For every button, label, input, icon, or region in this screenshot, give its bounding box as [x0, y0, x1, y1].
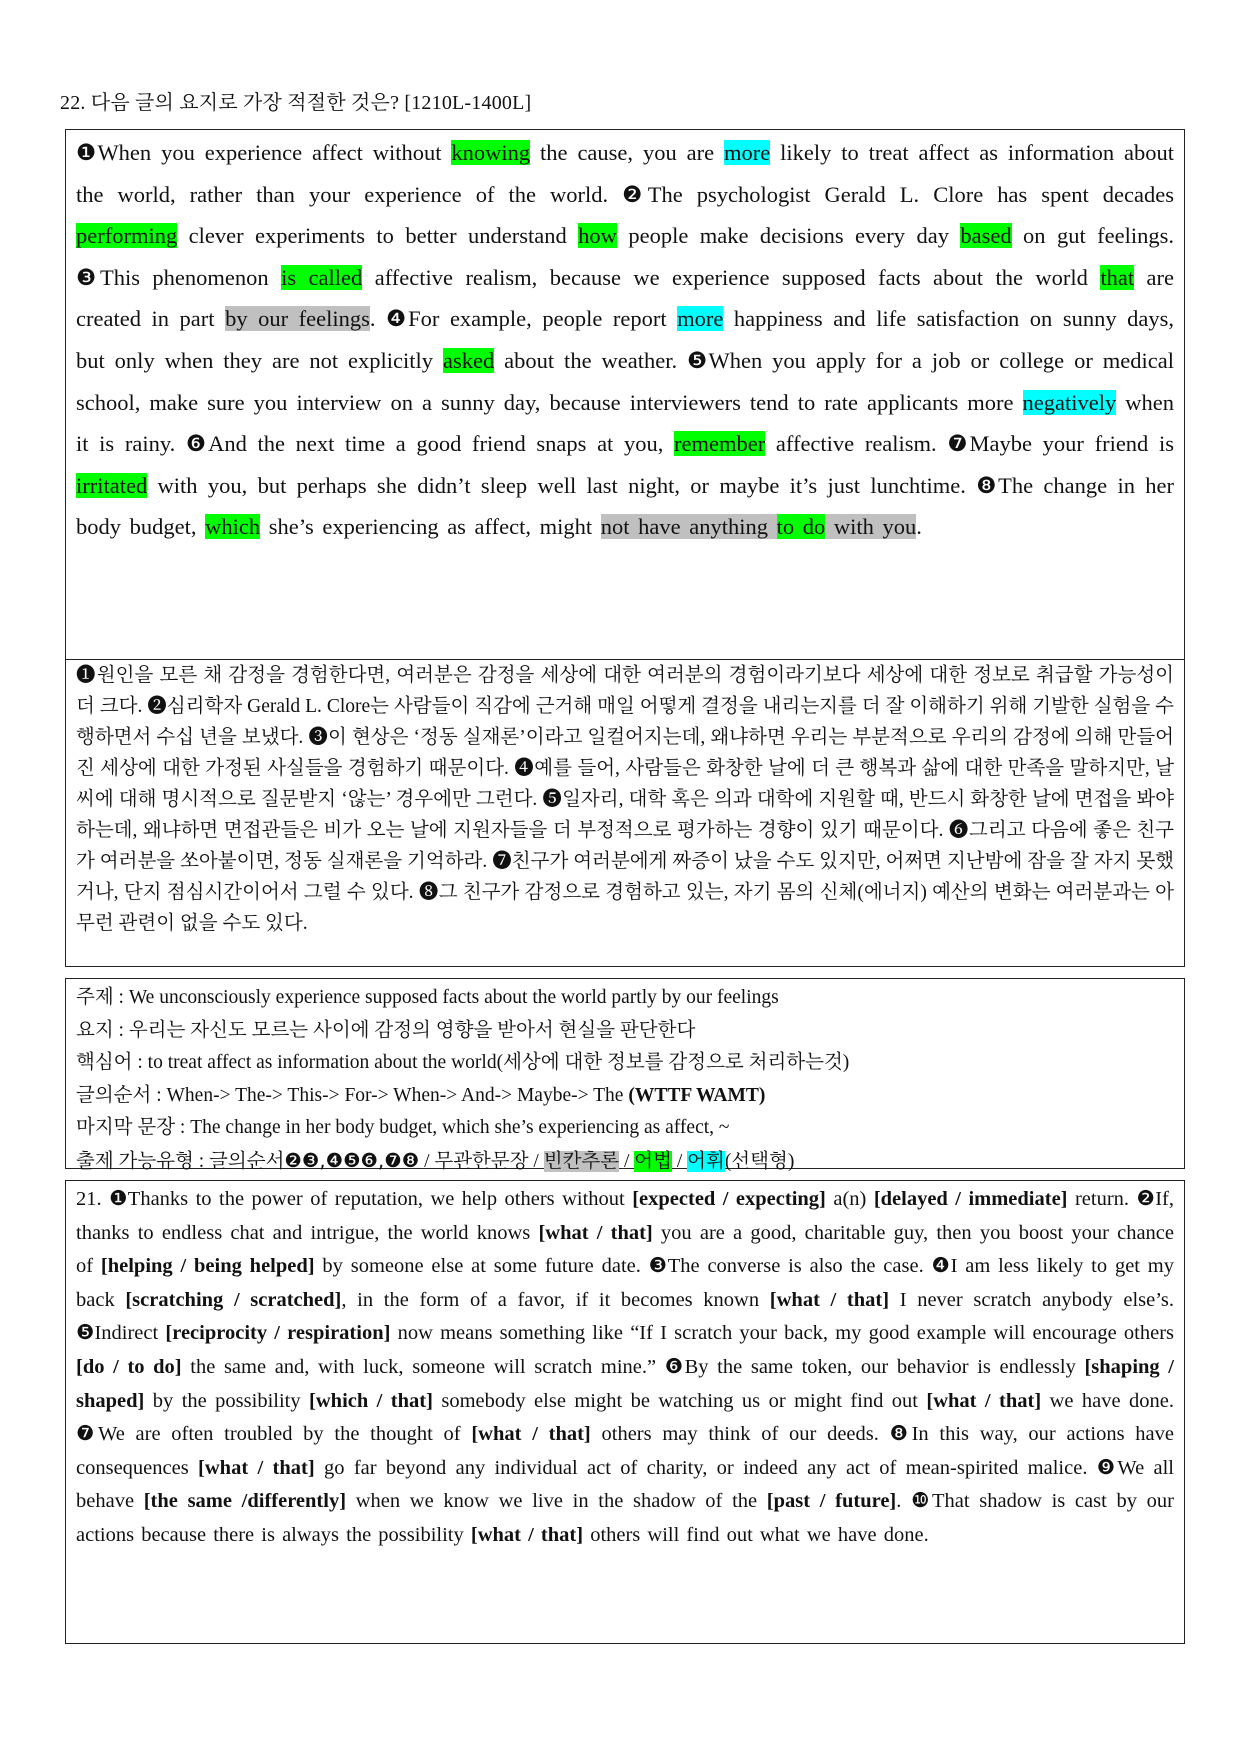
highlighted-text: is called: [281, 264, 363, 290]
text-segment: 마지막 문장 : The change in her body budget, which she’s experiencing as affect, ~: [76, 1117, 730, 1139]
highlighted-text: with you: [825, 514, 917, 540]
text-segment: 주제 : We unconsciously experience supposed facts about the world partly by our feelings: [76, 987, 779, 1008]
text-segment: you are a good, charitable guy, then you boost your chance of: [76, 1221, 1174, 1278]
text-segment: the same and, with luck, someone will scratch mine.” ❻By the same token, our behavior is endlessly: [181, 1355, 1085, 1378]
english-passage-box: [65, 129, 1185, 660]
answer-choice: [what / that]: [470, 1523, 584, 1546]
answer-choice: [reciprocity / respiration]: [165, 1322, 391, 1345]
text-segment: happiness and life satisfaction on sunny days, but only when they are not explicitly: [76, 306, 1174, 373]
text-segment: with you, but perhaps she didn’t sleep well last night, or maybe it’s just lunchtime. ❽The change in her body budget,: [76, 472, 1174, 540]
text-segment: . ❹For example, people report: [369, 306, 678, 332]
text-segment: likely to treat affect as information about the world, rather than your experience of the world. ❷The psychologist Gerald L. Clore has spent decades: [76, 140, 1174, 207]
highlighted-text: to do: [776, 514, 826, 540]
highlighted-text: 어법: [634, 1150, 672, 1172]
text-segment: the cause, you are: [530, 140, 724, 165]
text-segment: others may think of our deeds. ❽In this way, our actions have consequences: [76, 1423, 1174, 1479]
question-21-box: [65, 1180, 1185, 1644]
answer-choice: (WTTF WAMT): [628, 1084, 766, 1106]
text-segment: when we know we live in the shadow of the: [346, 1490, 767, 1513]
highlighted-text: more: [723, 140, 771, 165]
text-segment: /: [671, 1150, 688, 1172]
highlighted-text: asked: [442, 347, 495, 373]
summary-keyword: [76, 1047, 1174, 1080]
sentence-numbers: ❷❸,❹❺❻,❼❽: [284, 1148, 420, 1172]
summary-topic: [76, 982, 1174, 1015]
text-segment: 글의순서 : When-> The-> This-> For-> When-> And-> Maybe-> The: [76, 1084, 629, 1106]
text-segment: clever experiments to better understand: [177, 223, 579, 249]
text-segment: are created in part: [76, 264, 1175, 332]
highlighted-text: 어휘: [687, 1150, 725, 1172]
highlighted-text: by our feelings: [225, 306, 370, 332]
text-segment: , in the form of a favor, if it becomes known: [341, 1288, 770, 1311]
text-segment: ❶원인을 모른 채 감정을 경험한다면, 여러분은 감정을 세상에 대한 여러분의 경험이라기보다 세상에 대한 정보로 취급할 가능성이 더 크다. ❷심리학자 Gerald L. Clore는 사람들이 직감에 근거해 매일 어떻게 결정을 내리는지를 더 잘 이해하기 위해 기발한 실험을 수행하면서 수십 년을 보냈다. ❸이 현상은 ‘정동 실재론’이라고 일컬어지는데, 왜냐하면 우리는 부분적으로 우리의 감정에 의해 만들어진 세상에 대한 가정된 사실들을 경험하기 때문이다. ❹예를 들어, 사람들은 화창한 날에 더 큰 행복과 삶에 대한 만족을 말하지만, 날씨에 대해 명시적으로 질문받지 ‘않는’ 경우에만 그런다. ❺일자리, 대학 혹은 의과 대학에 지원할 때, 반드시 화창한 날에 면접을 봐야 하는데, 왜냐하면 면접관들은 비가 오는 날에 지원자들을 더 부정적으로 평가하는 경향이 있기 때문이다. ❻그리고 다음에 좋은 친구가 여러분을 쏘아붙이면, 정동 실재론을 기억하라. ❼친구가 여러분에게 짜증이 났을 수도 있지만, 어쩌면 지난밤에 잠을 잘 자지 못했거나, 단지 점심시간이어서 그럴 수 있다. ❽그 친구가 감정으로 경험하고 있는, 자기 몸의 신체(에너지) 예산의 변화는 여러분과는 아무런 관련이 없을 수도 있다.: [76, 665, 1174, 934]
text-segment: . ❿That shadow is cast by our actions because there is always the possibility: [76, 1490, 1174, 1546]
summary-question-types: [76, 1145, 1174, 1179]
text-segment: .: [916, 514, 922, 540]
highlighted-text: how: [578, 223, 617, 249]
text-segment: affective realism, because we experience supposed facts about the world: [362, 264, 1101, 290]
text-segment: 21. ❶Thanks to the power of reputation, we help others without: [76, 1188, 633, 1210]
highlighted-text: which: [205, 514, 261, 540]
text-segment: by someone else at some future date. ❸The converse is also the case. ❹I am less likely to get my back: [76, 1255, 1175, 1311]
answer-choice: [the same /differently]: [143, 1490, 347, 1513]
text-segment: /: [619, 1150, 635, 1172]
text-segment: return. ❷If, thanks to endless chat and intrigue, the world knows: [76, 1188, 1174, 1244]
answer-choice: [what / that]: [198, 1456, 315, 1479]
highlighted-text: knowing: [451, 140, 531, 165]
text-segment: about the weather. ❺When you apply for a job or college or medical school, make sure you interview on a sunny day, because interviewers tend to rate applicants more: [76, 347, 1174, 415]
question-title: 22. 다음 글의 요지로 가장 적절한 것은? [1210L-1400L]: [60, 92, 532, 114]
text-segment: on gut feelings. ❸This phenomenon: [76, 223, 1174, 290]
summary-box: [65, 978, 1185, 1172]
answer-choice: [what / that]: [538, 1221, 653, 1244]
question-21-passage: [76, 1183, 1174, 1553]
highlighted-text: negatively: [1022, 389, 1117, 415]
text-segment: I never scratch anybody else’s. ❺Indirect: [76, 1288, 1175, 1345]
text-segment: by the possibility: [144, 1389, 310, 1412]
text-segment: we have done. ❼We are often troubled by the thought of: [76, 1389, 1175, 1446]
answer-choice: [do / to do]: [76, 1355, 182, 1378]
answer-choice: [helping / being helped]: [100, 1255, 315, 1278]
text-segment: others will find out what we have done.: [583, 1523, 929, 1546]
highlighted-text: 빈칸추론: [543, 1150, 620, 1172]
text-segment: she’s experiencing as affect, might: [260, 514, 601, 540]
highlighted-text: remember: [674, 431, 766, 457]
text-segment: now means something like “If I scratch your back, my good example will encourage others: [390, 1322, 1174, 1345]
answer-choice: [past / future]: [766, 1490, 897, 1513]
answer-choice: [what / that]: [769, 1288, 890, 1311]
highlighted-text: irritated: [76, 472, 148, 498]
highlighted-text: more: [677, 306, 724, 332]
highlighted-text: based: [960, 223, 1012, 249]
text-segment: affective realism. ❼Maybe your friend is: [765, 431, 1174, 457]
text-segment: a(n): [825, 1188, 874, 1210]
text-segment: 핵심어 : to treat affect as information about the world(세상에 대한 정보를 감정으로 처리하는것): [76, 1052, 850, 1074]
summary-order: [76, 1080, 1174, 1113]
highlighted-text: not have anything: [600, 514, 777, 540]
answer-choice: [delayed / immediate]: [873, 1188, 1068, 1210]
highlighted-text: performing: [76, 223, 178, 249]
answer-choice: [shaping / shaped]: [76, 1355, 1175, 1412]
answer-choice: [scratching / scratched]: [125, 1288, 342, 1311]
answer-choice: [what / that]: [471, 1423, 591, 1446]
text-segment: when it is rainy. ❻And the next time a good friend snaps at you,: [76, 389, 1174, 457]
text-segment: 요지 : 우리는 자신도 모르는 사이에 감정의 영향을 받아서 현실을 판단한다: [76, 1019, 696, 1041]
answer-choice: [expected / expecting]: [632, 1188, 826, 1210]
text-segment: people make decisions every day: [616, 223, 961, 249]
text-segment: 출제 가능유형 : 글의순서: [76, 1150, 285, 1172]
highlighted-text: that: [1100, 264, 1135, 290]
text-segment: somebody else might be watching us or might find out: [432, 1389, 927, 1412]
korean-translation: [76, 660, 1174, 939]
answer-choice: [which / that]: [309, 1389, 433, 1412]
text-segment: go far beyond any individual act of charity, or indeed any act of mean-spirited malice. ❾We all behave: [76, 1456, 1174, 1513]
korean-translation-box: [65, 659, 1185, 967]
text-segment: / 무관한문장 /: [419, 1150, 544, 1172]
text-segment: (선택형): [724, 1150, 795, 1172]
text-segment: ❶When you experience affect without: [76, 140, 452, 165]
summary-last-sentence: [76, 1112, 1174, 1145]
summary-gist: [76, 1015, 1174, 1048]
answer-choice: [what / that]: [926, 1389, 1042, 1412]
english-passage: [76, 132, 1174, 548]
